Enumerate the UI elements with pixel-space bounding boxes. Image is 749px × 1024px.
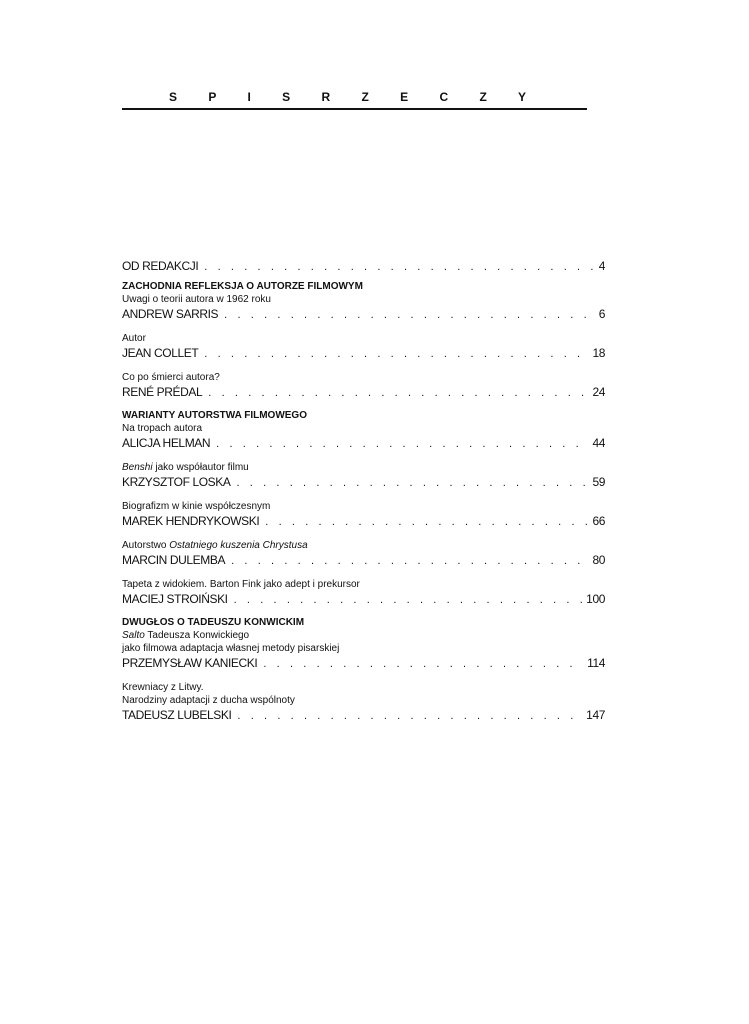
subtitle-italic: Benshi — [122, 462, 153, 473]
entry-subtitle: Uwagi o teorii autora w 1962 roku — [122, 294, 271, 305]
entry-subtitle: Biografizm w kinie współczesnym — [122, 501, 271, 512]
entry-subtitle-line2: Narodziny adaptacji z ducha wspólnoty — [122, 695, 295, 706]
table-of-contents — [122, 258, 605, 724]
entry-subtitle — [122, 461, 605, 474]
entry-subtitle: Autor — [122, 333, 146, 344]
toc-entry-kaniecki[interactable] — [122, 655, 605, 672]
page-number: 18 — [592, 346, 605, 360]
entry-subtitle: Tapeta z widokiem. Barton Fink jako adept i prekursor — [122, 579, 360, 590]
leader-dots — [259, 514, 588, 530]
page-number: 4 — [598, 259, 605, 273]
page-number: 44 — [592, 436, 605, 450]
entry-author: ALICJA HELMAN — [122, 436, 211, 450]
entry-author: MAREK HENDRYKOWSKI — [122, 514, 260, 528]
section-heading: ZACHODNIA REFLEKSJA O AUTORZE FILMOWYM — [122, 281, 363, 292]
leader-dots — [202, 385, 588, 401]
page-number: 59 — [592, 475, 605, 489]
page-number: 6 — [598, 307, 605, 321]
leader-dots — [198, 259, 594, 275]
entry-subtitle — [122, 629, 605, 642]
entry-subtitle: Co po śmierci autora? — [122, 372, 220, 383]
entry-author: PRZEMYSŁAW KANIECKI — [122, 656, 258, 670]
toc-entry-predal[interactable] — [122, 384, 605, 401]
entry-author: TADEUSZ LUBELSKI — [122, 708, 232, 722]
entry-title: OD REDAKCJI — [122, 259, 199, 273]
page-number: 100 — [586, 592, 605, 606]
page-title: S P I S R Z E C Z Y — [169, 90, 540, 104]
entry-author: MACIEJ STROIŃSKI — [122, 592, 228, 606]
entry-author: JEAN COLLET — [122, 346, 199, 360]
leader-dots — [218, 307, 595, 323]
toc-entry-collet[interactable] — [122, 345, 605, 362]
leader-dots — [257, 656, 583, 672]
entry-subtitle: Krewniacy z Litwy. — [122, 682, 204, 693]
page-number: 24 — [592, 385, 605, 399]
entry-author: KRZYSZTOF LOSKA — [122, 475, 231, 489]
toc-entry-helman[interactable] — [122, 435, 605, 452]
leader-dots — [228, 592, 583, 608]
toc-entry-dulemba[interactable] — [122, 552, 605, 569]
leader-dots — [225, 553, 588, 569]
entry-subtitle — [122, 539, 605, 552]
toc-entry-lubelski[interactable] — [122, 707, 605, 724]
subtitle-text: jako współautor filmu — [152, 462, 249, 473]
subtitle-italic: Ostatniego kuszenia Chrystusa — [169, 540, 308, 551]
title-rule — [122, 108, 587, 110]
toc-entry-stroinski[interactable] — [122, 591, 605, 608]
subtitle-text: Tadeusza Konwickiego — [144, 630, 250, 641]
page-number: 80 — [592, 553, 605, 567]
entry-subtitle: Na tropach autora — [122, 423, 203, 434]
toc-entry-hendrykowski[interactable] — [122, 513, 605, 530]
leader-dots — [230, 475, 588, 491]
section-heading: DWUGŁOS O TADEUSZU KONWICKIM — [122, 617, 305, 628]
page-number: 147 — [586, 708, 605, 722]
leader-dots — [231, 708, 582, 724]
entry-author: RENÉ PRÉDAL — [122, 385, 203, 399]
entry-author: MARCIN DULEMBA — [122, 553, 226, 567]
leader-dots — [210, 436, 588, 452]
subtitle-italic: Salto — [122, 630, 145, 641]
section-heading: WARIANTY AUTORSTWA FILMOWEGO — [122, 410, 307, 421]
toc-entry-od-redakcji[interactable] — [122, 258, 605, 275]
page-number: 114 — [587, 656, 605, 670]
entry-subtitle-line2: jako filmowa adaptacja własnej metody pisarskiej — [122, 643, 340, 654]
subtitle-text: Autorstwo — [122, 540, 170, 551]
page-number: 66 — [592, 514, 605, 528]
leader-dots — [198, 346, 588, 362]
toc-entry-sarris[interactable] — [122, 306, 605, 323]
entry-author: ANDREW SARRIS — [122, 307, 219, 321]
toc-entry-loska[interactable] — [122, 474, 605, 491]
